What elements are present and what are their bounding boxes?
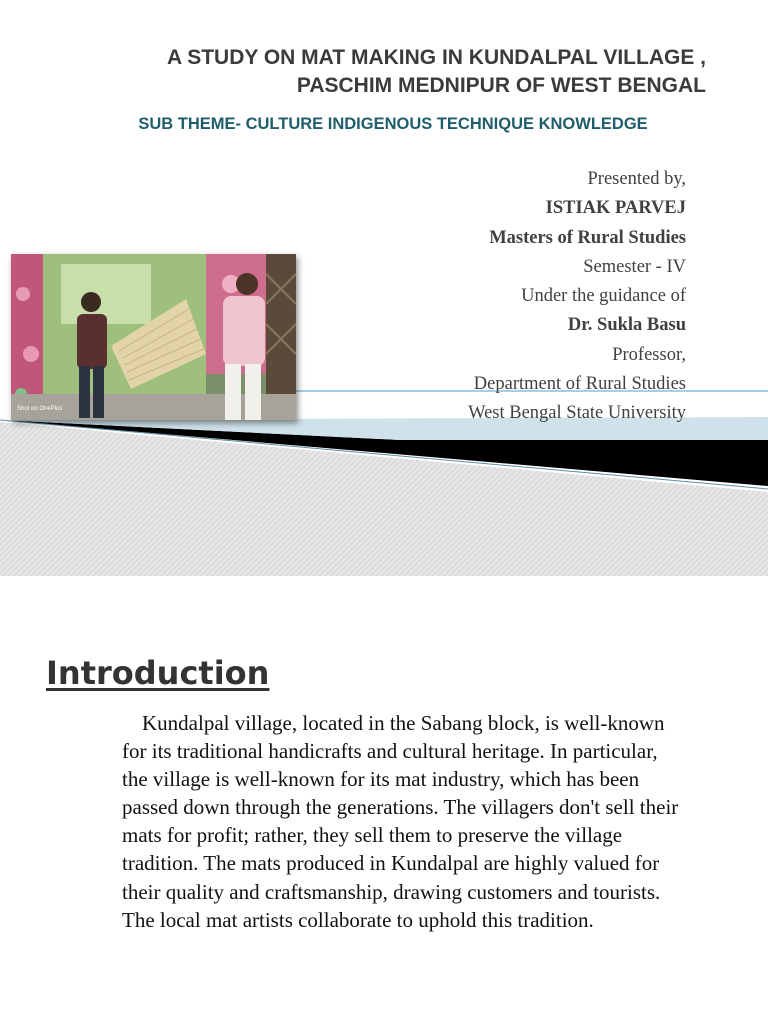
presenter-semester: Semester - IV bbox=[583, 256, 686, 277]
introduction-heading: Introduction bbox=[46, 654, 270, 692]
university-name: West Bengal State University bbox=[468, 403, 686, 424]
guide-name: Dr. Sukla Basu bbox=[567, 315, 686, 336]
title-line-1: A STUDY ON MAT MAKING IN KUNDALPAL VILLAGE , bbox=[167, 46, 706, 69]
mat-photo bbox=[11, 254, 296, 420]
guidance-label: Under the guidance of bbox=[521, 286, 686, 307]
introduction-body: Kundalpal village, located in the Sabang block, is well-known for its traditional handicrafts and cultural heritage. In particular, the village is well-known for its mat industry, which has been passed down through the generations. The villagers don't sell their mats for profit; rather, they sell them to preserve the village tradition. The mats produced in Kundalpal are highly valued for their quality and craftsmanship, drawing customers and tourists. The local mat artists collaborate to uphold this tradition. bbox=[122, 711, 679, 932]
photo-watermark: Shot on OnePlus bbox=[17, 406, 63, 412]
presented-by-label: Presented by, bbox=[587, 169, 686, 189]
guide-designation: Professor, bbox=[612, 344, 686, 365]
presenter-name: ISTIAK PARVEJ bbox=[545, 198, 686, 219]
introduction-slide bbox=[0, 576, 768, 1024]
presenter-block bbox=[366, 165, 686, 429]
title-line-2: PASCHIM MEDNIPUR OF WEST BENGAL bbox=[296, 74, 706, 97]
presentation-title bbox=[46, 44, 706, 100]
sub-theme: SUB THEME- CULTURE INDIGENOUS TECHNIQUE KNOWLEDGE bbox=[138, 115, 648, 133]
department-name: Department of Rural Studies bbox=[473, 374, 686, 395]
presenter-degree: Masters of Rural Studies bbox=[489, 227, 686, 248]
